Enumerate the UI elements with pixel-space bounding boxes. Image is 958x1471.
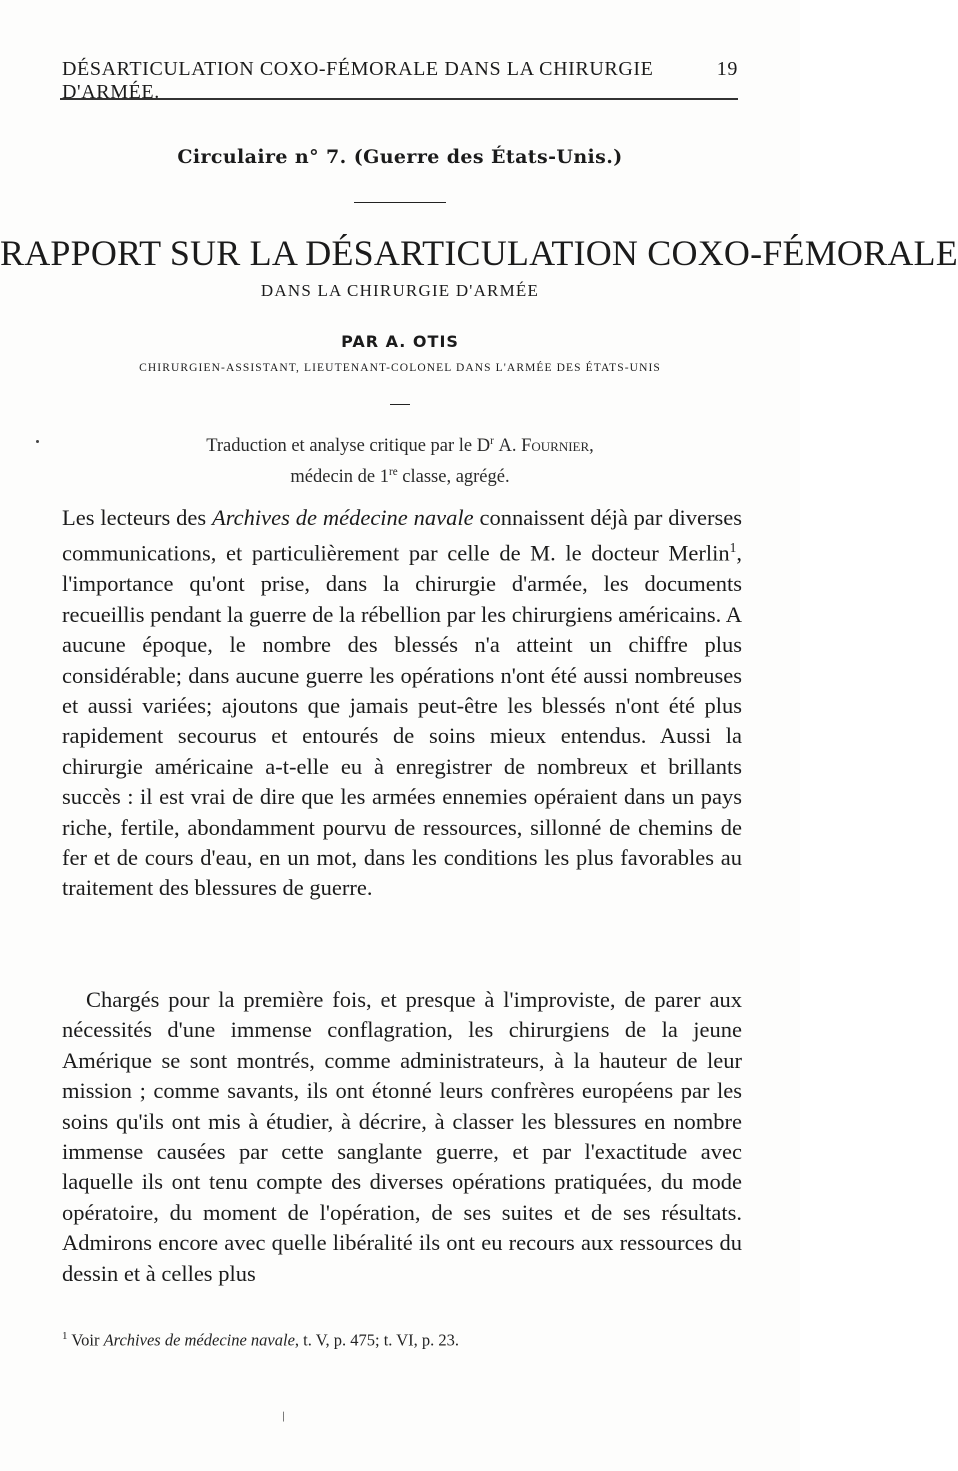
translation-credit <box>0 428 800 490</box>
running-header-title: DÉSARTICULATION COXO-FÉMORALE DANS LA CHIRURGIE D'ARMÉE. <box>62 58 654 103</box>
footnote-reference: 1 <box>729 540 737 556</box>
author-byline: PAR A. OTIS <box>341 332 459 351</box>
stray-mark: / <box>279 1409 289 1426</box>
separator-rule-2 <box>390 404 410 405</box>
translation-line-1: Traduction et analyse critique par le $D^r$ A. Fournier, <box>206 435 594 457</box>
circular-heading: Circulaire n° 7. (Guerre des États-Unis.) <box>177 146 623 168</box>
separator-rule-1 <box>354 202 446 203</box>
report-subtitle: DANS LA CHIRURGIE D'ARMÉE <box>260 281 540 300</box>
translation-line-2: médecin de 1re classe, agrégé. <box>290 466 510 488</box>
running-header <box>62 58 738 103</box>
journal-title: Archives de médecine navale <box>212 505 474 530</box>
page-number: 19 <box>716 58 738 80</box>
translator-name: A. Fournier, <box>498 436 594 457</box>
author-credentials: CHIRURGIEN-ASSISTANT, LIEUTENANT-COLONEL DANS L'ARMÉE DES ÉTATS-UNIS <box>139 362 661 374</box>
report-title: RAPPORT SUR LA DÉSARTICULATION COXO-FÉMORALE <box>0 233 958 273</box>
body-paragraph-2: Chargés pour la première fois, et presque à l'improviste, de parer aux nécessités d'une immense conflagration, les chirurgiens de la jeune Amérique se sont montrés, comme administrateurs, à la hauteur de leur mission ; comme savants, ils ont étonné leurs confrères européens par les soins qu'ils ont mis à étudier, à décrire, à classer les blessures en nombre immense causées par cette sanglante guerre, et par l'exactitude avec laquelle ils ont tenu compte des diverses opérations pratiquées, du mode opératoire, du moment de l'opération, de ses suites et de ses résultats. Admirons encore avec quelle libéralité ils ont eu recours aux ressources du dessin et à celles plus <box>62 987 742 1286</box>
footnote: $^1$ Voir Archives de médecine navale, t. V, p. 475; t. VI, p. 23. <box>62 1330 460 1350</box>
footnote-journal: Archives de médecine navale <box>103 1330 295 1350</box>
header-rule <box>60 98 738 100</box>
footnote-marker: 1 <box>62 1330 68 1342</box>
body-paragraph-1: Les lecteurs des Archives de médecine navale connaissent déjà par diverses communications, et particulièrement par celle de M. le docteur Merlin$^1$, l'importance qu'ont prise, dans la chirurgie d'armée, les documents recueillis pendant la guerre de la rébellion par les chirurgiens américains. A aucune époque, le nombre des blessés n'a atteint un chiffre plus considérable; dans aucune guerre les opérations n'ont été aussi nombreuses et aussi variées; ajoutons que jamais peut-être les blessés n'ont été plus rapidement secourus et entourés de soins mieux entendus. Aussi la chirurgie américaine a-t-elle eu à enregistrer de nombreux et brillants succès : il est vrai de dire que les armées ennemies opéraient dans un pays riche, fertile, abondamment pourvu de ressources, sillonné de chemins de fer et de cours d'eau, en un mot, dans les conditions les plus favorables au traitement des blessures de guerre. <box>62 505 742 901</box>
